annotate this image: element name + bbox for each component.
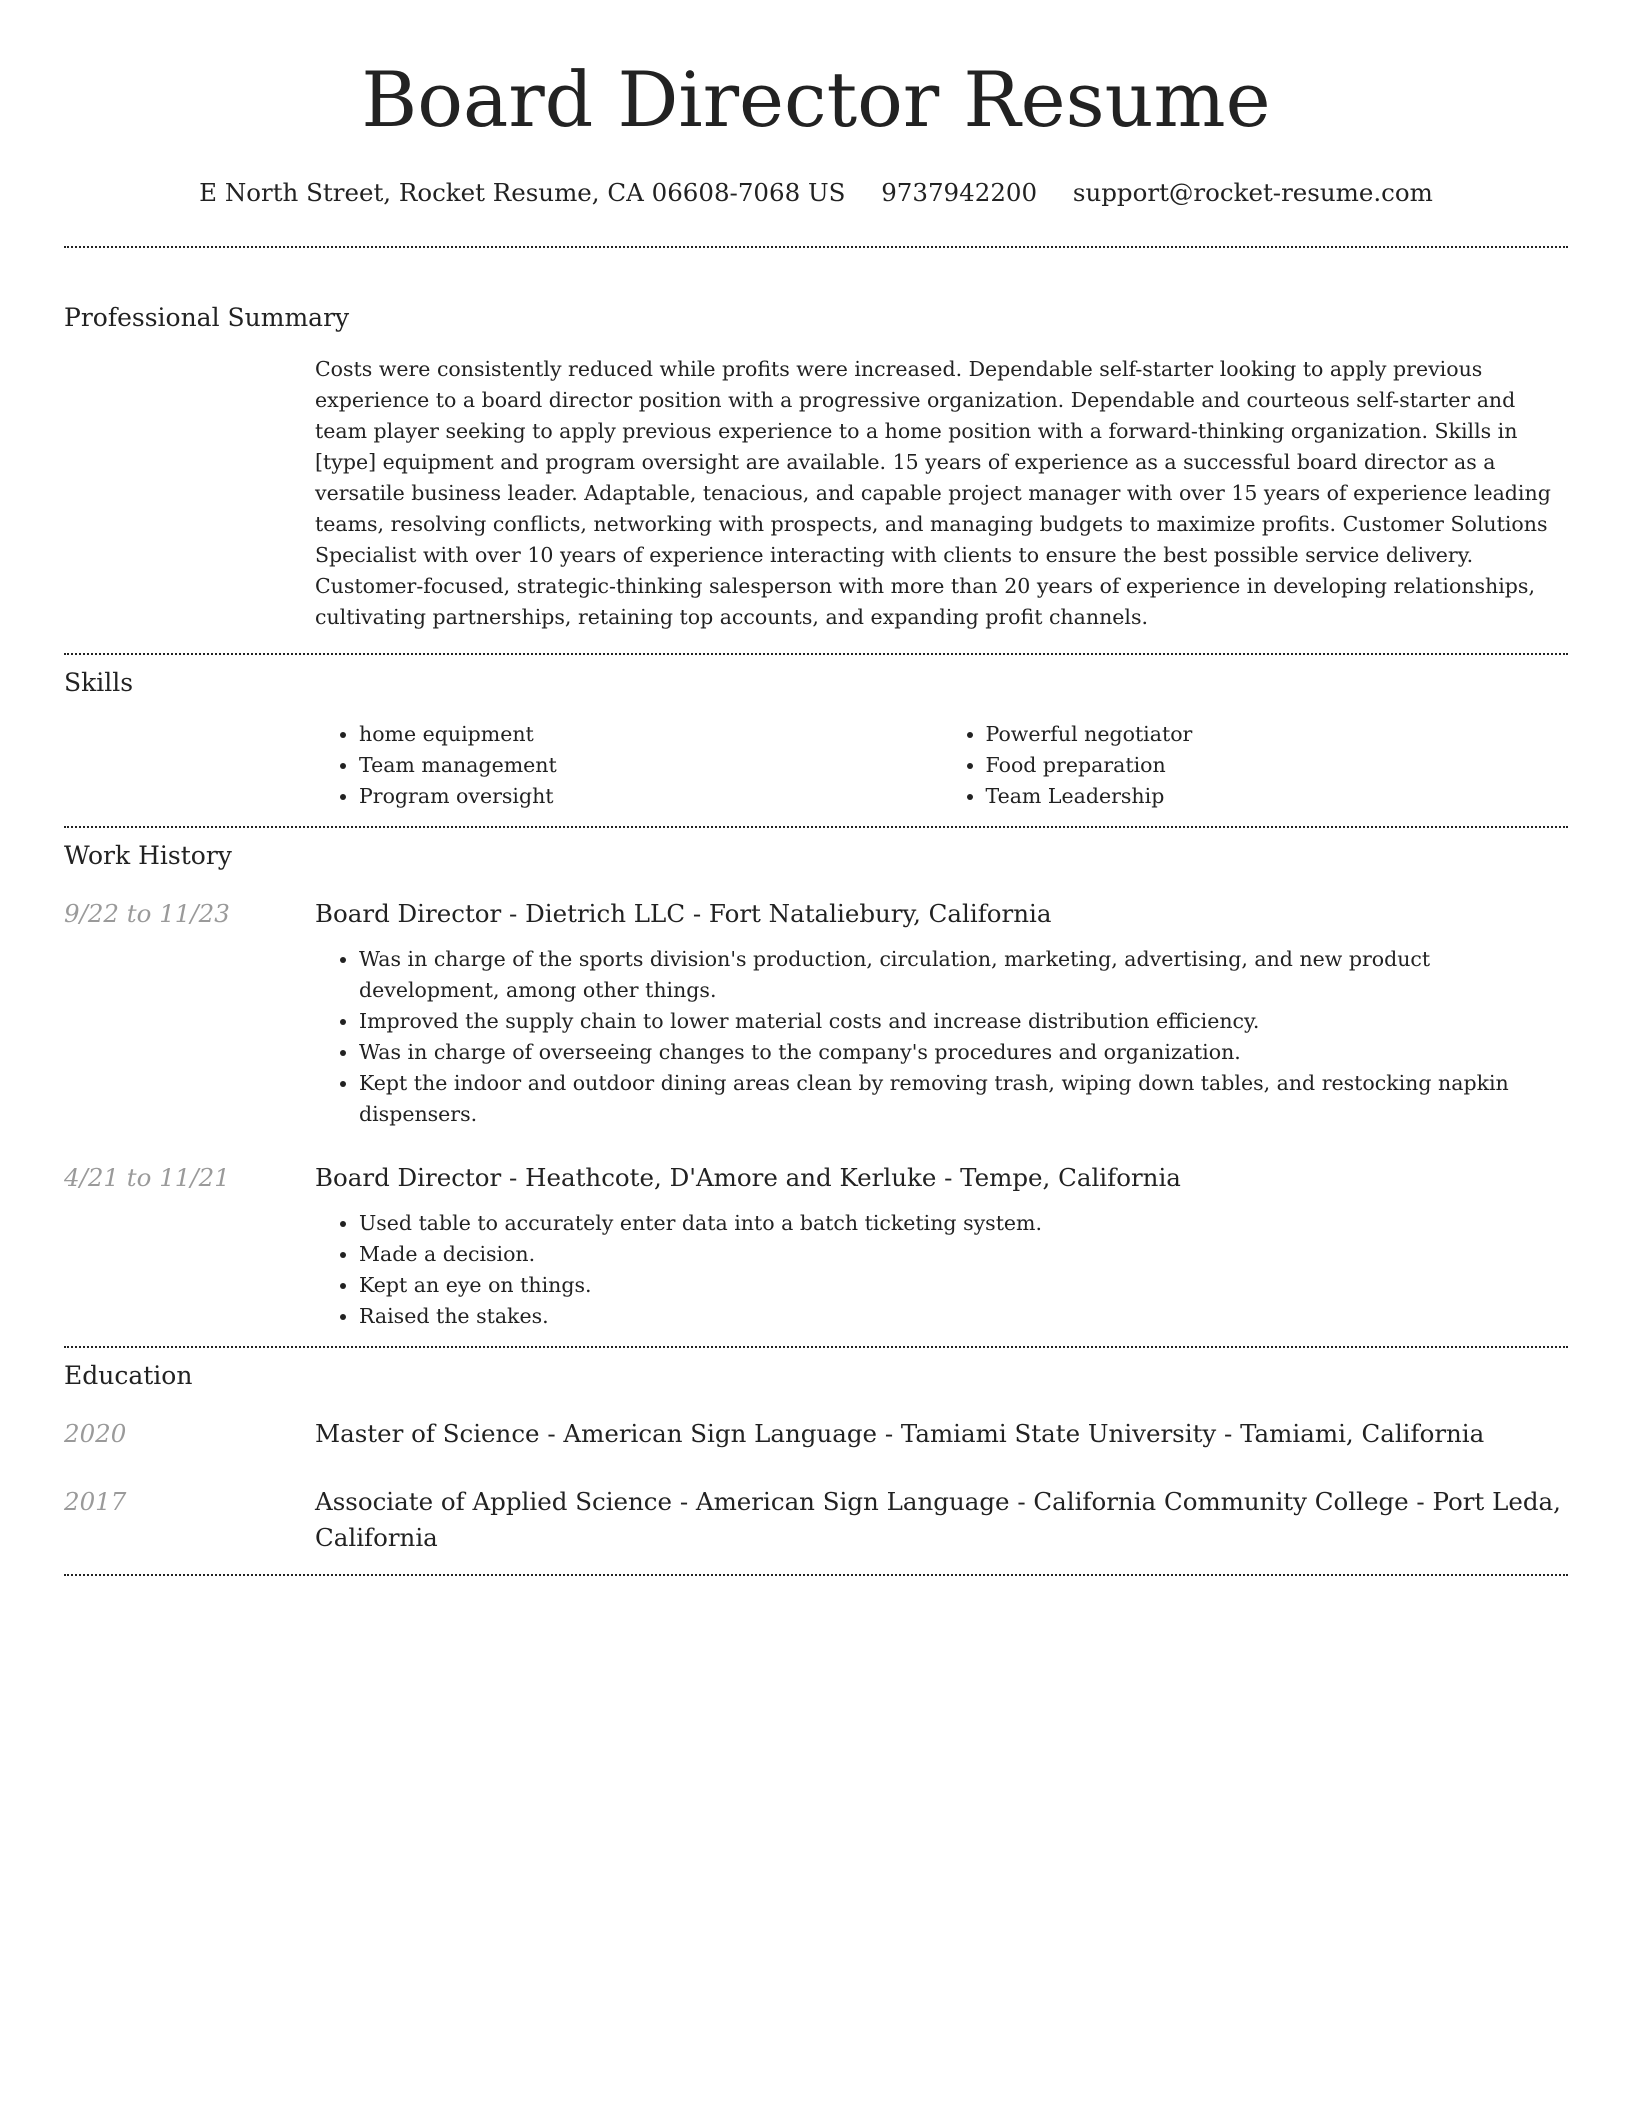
list-item: • Raised the stakes. [359, 1301, 1568, 1332]
summary-section [64, 248, 1568, 633]
list-item: • Team management [359, 750, 942, 781]
education-heading: Education [64, 1361, 193, 1390]
list-item: • home equipment [359, 719, 942, 750]
contact-phone: 9737942200 [881, 178, 1038, 207]
job-bullets [315, 944, 1568, 1130]
list-item: • Made a decision. [359, 1239, 1568, 1270]
contact-address: E North Street, Rocket Resume, CA 06608-7068 US [199, 178, 846, 207]
job-entry [64, 1160, 1568, 1332]
job-dates: 9/22 to 11/23 [64, 899, 230, 928]
summary-text: Costs were consistently reduced while profits were increased. Dependable self-starter looking to apply previous experience to a board director position with a progressive organization. Dependable and courteous self-starter and team player seeking to apply previous experience to a home position with a forward-thinking organization. Skills in [type] equipment and program oversight are available. 15 years of experience as a successful board director as a versatile business leader. Adaptable, tenacious, and capable project manager with over 15 years of experience leading teams, resolving conflicts, networking with prospects, and managing budgets to maximize profits. Customer Solutions Specialist with over 10 years of experience interacting with clients to ensure the best possible service delivery. Customer-focused, strategic-thinking salesperson with more than 20 years of experience in developing relationships, cultivating partnerships, retaining top accounts, and expanding profit channels. [315, 357, 1551, 629]
list-item: • Team Leadership [986, 781, 1569, 812]
education-section [64, 1348, 1568, 1556]
list-item: • Program oversight [359, 781, 942, 812]
education-entry [64, 1484, 1568, 1556]
education-entry [64, 1416, 1568, 1452]
resume-page [64, 0, 1568, 1576]
contact-line [64, 176, 1568, 210]
list-item: • Used table to accurately enter data into a batch ticketing system. [359, 1208, 1568, 1239]
list-item: • Food preparation [986, 750, 1569, 781]
section-divider [64, 1574, 1568, 1576]
skills-heading: Skills [64, 668, 134, 697]
skills-list-left [315, 719, 942, 812]
summary-heading: Professional Summary [64, 303, 350, 332]
job-bullets [315, 1208, 1568, 1332]
contact-email: support@rocket-resume.com [1072, 178, 1433, 207]
job-entry [64, 896, 1568, 1130]
job-title: Board Director - Dietrich LLC - Fort Nataliebury, California [315, 899, 1052, 928]
list-item: • Improved the supply chain to lower material costs and increase distribution efficiency. [359, 1006, 1568, 1037]
job-dates: 4/21 to 11/21 [64, 1163, 230, 1192]
list-item: • Was in charge of the sports division's production, circulation, marketing, advertising, and new product development, among other things. [359, 944, 1568, 1006]
education-title: Associate of Applied Science - American Sign Language - California Community College - Port Leda, California [315, 1487, 1561, 1552]
job-title: Board Director - Heathcote, D'Amore and Kerluke - Tempe, California [315, 1163, 1181, 1192]
education-title: Master of Science - American Sign Language - Tamiami State University - Tamiami, California [315, 1419, 1485, 1448]
work-section [64, 828, 1568, 1332]
education-year: 2020 [64, 1419, 127, 1448]
work-heading: Work History [64, 841, 232, 870]
list-item: • Kept the indoor and outdoor dining areas clean by removing trash, wiping down tables, and restocking napkin dispensers. [359, 1068, 1568, 1130]
list-item: • Kept an eye on things. [359, 1270, 1568, 1301]
skills-section [64, 655, 1568, 812]
list-item: • Powerful negotiator [986, 719, 1569, 750]
page-title: Board Director Resume [361, 55, 1271, 144]
list-item: • Was in charge of overseeing changes to the company's procedures and organization. [359, 1037, 1568, 1068]
skills-list-right [942, 719, 1569, 812]
education-year: 2017 [64, 1487, 127, 1516]
resume-header [64, 0, 1568, 210]
